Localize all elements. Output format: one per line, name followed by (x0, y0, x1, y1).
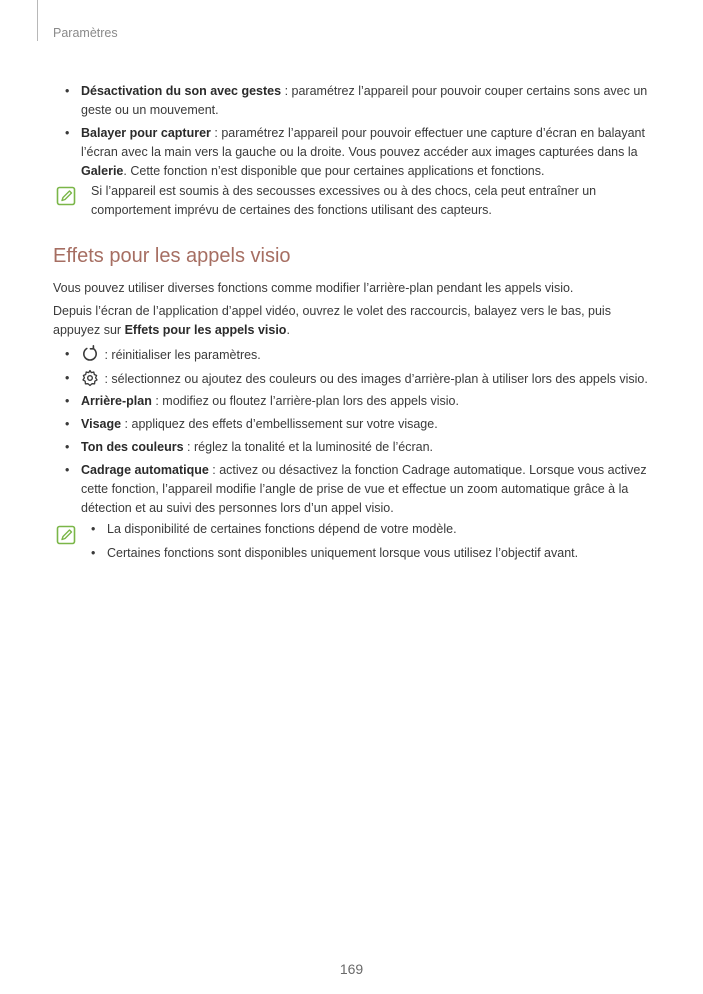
reset-icon (81, 345, 99, 363)
term: Arrière-plan (81, 394, 152, 408)
list-item: • Balayer pour capturer : paramétrez l’appareil pour pouvoir effectuer une capture d’écran en balayant l’écran avec la main vers la gauche ou la droite. Vous pouvez accéder aux images capturées dans la Galerie. Cette fonction n’est disponible que pour certaines applications et fonctions. (65, 126, 645, 178)
list-item: • Cadrage automatique : activez ou désactivez la fonction Cadrage automatique. Lorsque vous activez cette fonction, l’appareil modifie l’angle de prise de vue et effectue un zoom automatique grâce à la détection et au suivi des personnes lors d’un appel visio. (65, 463, 647, 515)
term: Balayer pour capturer (81, 126, 211, 140)
paragraph: Vous pouvez utiliser diverses fonctions comme modifier l’arrière-plan pendant les appels visio. (53, 281, 574, 295)
term: Effets pour les appels visio (124, 323, 287, 337)
bullet: • (91, 546, 96, 560)
bullet: • (65, 417, 70, 431)
list-item: • : réinitialiser les paramètres. (65, 347, 261, 362)
list-item: • Désactivation du son avec gestes : paramétrez l’appareil pour pouvoir couper certains sons avec un geste ou un mouvement. (65, 84, 648, 117)
note-text: Si l’appareil est soumis à des secousses excessives ou à des chocs, cela peut entraîner un comportement imprévu de certaines des fonctions utilisant des capteurs. (91, 184, 597, 217)
note-list-item: • Certaines fonctions sont disponibles uniquement lorsque vous utilisez l’objectif avant. (107, 544, 667, 563)
bullet: • (65, 347, 70, 361)
page-number: 169 (339, 961, 364, 977)
list-item: • Arrière-plan : modifiez ou floutez l’arrière-plan lors des appels visio. (81, 392, 651, 411)
bullet: • (91, 522, 96, 536)
bullet: • (65, 371, 70, 385)
settings-gear-icon (81, 369, 99, 387)
note-list-item: • La disponibilité de certaines fonctions dépend de votre modèle. (107, 520, 667, 539)
paragraph: Depuis l’écran de l’application d’appel vidéo, ouvrez le volet des raccourcis, balayez vers le bas, puis appuyez sur Effets pour les appels visio. (53, 304, 611, 337)
term: Visage (81, 417, 122, 431)
term: Ton des couleurs (81, 440, 184, 454)
note-icon (56, 525, 76, 545)
term: Galerie (81, 164, 124, 178)
running-header: Paramètres (53, 26, 118, 40)
bullet: • (65, 394, 70, 408)
term: Cadrage automatique (81, 463, 209, 477)
term: Désactivation du son avec gestes (81, 84, 282, 98)
list-item: • Ton des couleurs : réglez la tonalité et la luminosité de l’écran. (81, 438, 651, 457)
bullet: • (65, 84, 70, 98)
list-item: • Visage : appliquez des effets d’embellissement sur votre visage. (81, 415, 651, 434)
header-divider (37, 0, 38, 41)
list-item: • : sélectionnez ou ajoutez des couleurs ou des images d’arrière-plan à utiliser lors des appels visio. (65, 371, 648, 386)
bullet: • (65, 463, 70, 477)
bullet: • (65, 126, 70, 140)
section-title: Effets pour les appels visio (53, 245, 291, 267)
note-icon (56, 186, 76, 206)
bullet: • (65, 440, 70, 454)
